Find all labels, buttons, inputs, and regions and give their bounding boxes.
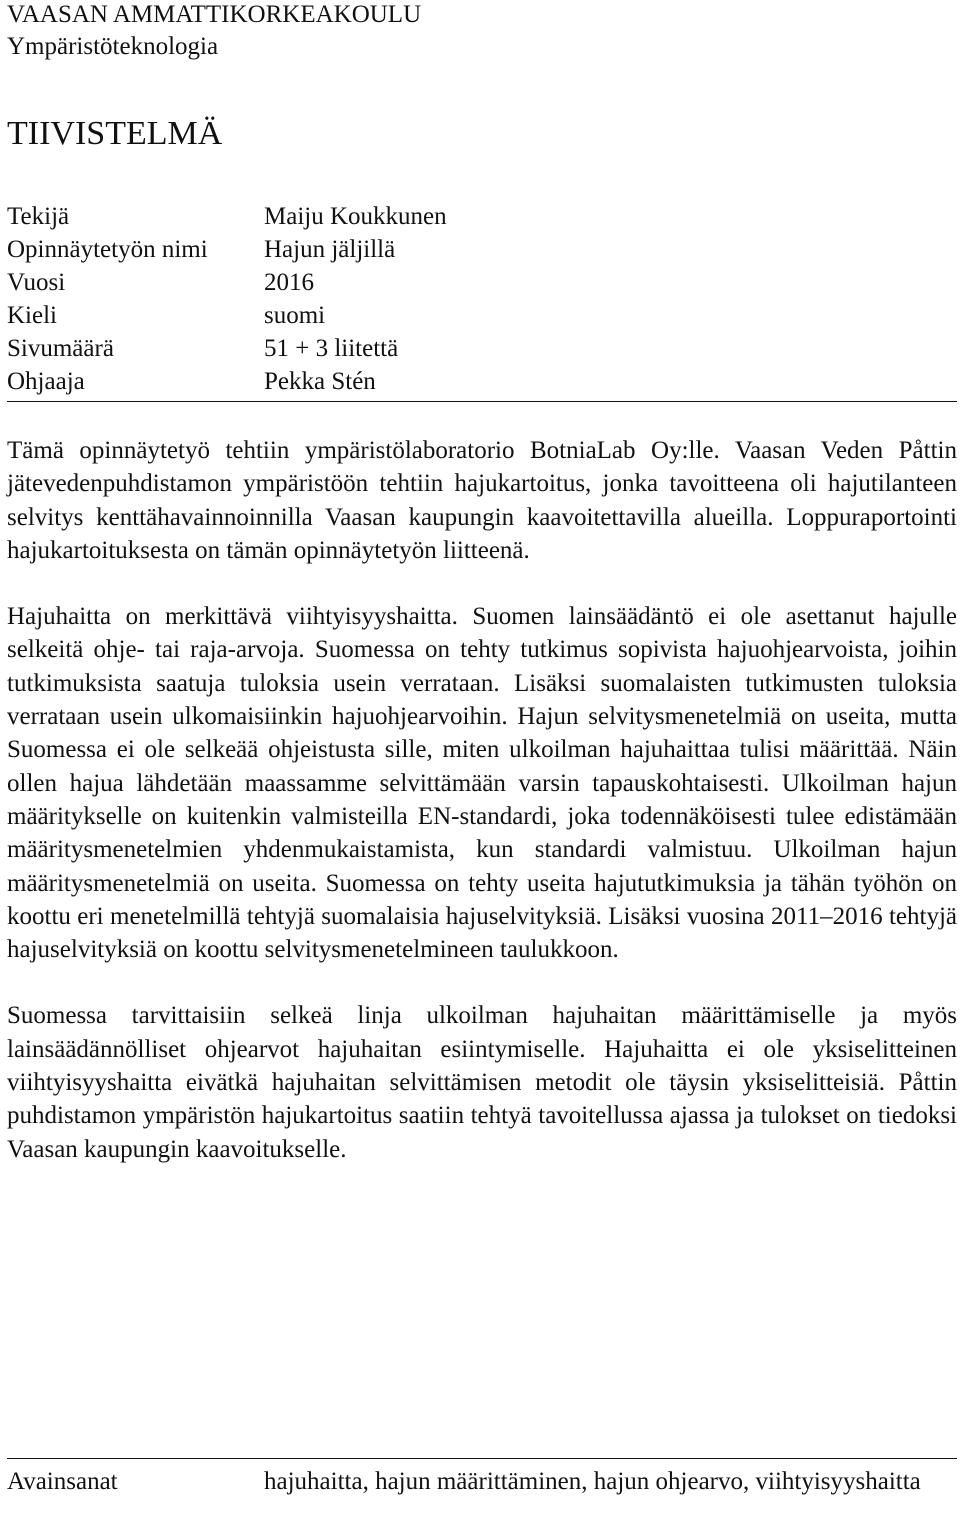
metadata-row-language [7,299,957,332]
abstract-paragraph: Hajuhaitta on merkittävä viihtyisyyshaitta. Suomen lainsäädäntö ei ole asettanut hajulle selkeitä ohje- tai raja-arvoja. Suomessa on tehty tutkimus sopivista hajuohjearvoista, joihin tutkimuksista saatuja tuloksia usein verrataan. Lisäksi suomalaisten tutkimusten tuloksia verrataan usein ulkomaisiinkin hajuohjearvoihin. Hajun selvitysmenetelmiä on useita, mutta Suomessa ei ole selkeää ohjeistusta sille, miten ulkoilman hajuhaittaa tulisi määrittää. Näin ollen hajua lähdetään maassamme selvittämään varsin tapauskohtaisesti. Ulkoilman hajun määritykselle on kuitenkin valmisteilla EN-standardi, joka todennäköisesti tulee edistämään määritysmenetelmien yhdenmukaistamista, kun standardi valmistuu. Ulkoilman hajun määritysmenetelmiä on useita. Suomessa on tehty useita hajututkimuksia ja tähän työhön on koottu eri menetelmillä tehtyjä suomalaisia hajuselvityksiä. Lisäksi vuosina 2011–2016 tehtyjä hajuselvityksiä on koottu selvitysmenetelmineen taulukkoon. [7,603,957,964]
abstract-body [7,434,957,1166]
metadata-label: Vuosi [7,269,66,296]
metadata-row-page-count [7,332,957,365]
department-name: Ympäristöteknologia [7,33,219,60]
metadata-label: Sivumäärä [7,335,114,362]
keywords-label: Avainsanat [7,1468,118,1495]
abstract-paragraph: Tämä opinnäytetyö tehtiin ympäristölaboratorio BotniaLab Oy:lle. Vaasan Veden Påttin jätevedenpuhdistamon ympäristöön tehtiin hajukartoitus, jonka tavoitteena oli hajutilanteen selvitys kenttähavainnoinnilla Vaasan kaupungin kaavoitettavilla alueilla. Loppuraportointi hajukartoituksesta on tämän opinnäytetyön liitteenä. [7,437,957,564]
metadata-label: Opinnäytetyön nimi [7,236,208,263]
metadata-label: Tekijä [7,203,70,230]
metadata-value: Pekka Stén [264,368,376,395]
metadata-value: 51 + 3 liitettä [264,335,399,362]
metadata-value: Maiju Koukkunen [264,203,447,230]
institution-name: VAASAN AMMATTIKORKEAKOULU [7,1,422,28]
metadata-value: 2016 [264,269,314,296]
abstract-paragraph: Suomessa tarvittaisiin selkeä linja ulkoilman hajuhaitan määrittämiselle ja myös lainsäädännölliset ohjearvot hajuhaitan esiintymiselle. Hajuhaitta ei ole yksiselitteinen viihtyisyyshaitta eivätkä hajuhaitan selvittämisen metodit ole täysin yksiselitteisiä. Påttin puhdistamon ympäristön hajukartoitus saatiin tehtyä tavoitellussa ajassa ja tulokset on tiedoksi Vaasan kaupungin kaavoitukselle. [7,1002,957,1163]
metadata-value: suomi [264,302,326,329]
document-title: TIIVISTELMÄ [7,115,223,152]
metadata-label: Ohjaaja [7,368,85,395]
metadata-table [7,200,957,402]
keywords-section [7,1458,957,1498]
metadata-row-thesis-title [7,233,957,266]
metadata-label: Kieli [7,302,57,329]
metadata-row-author [7,200,957,233]
metadata-row-year [7,266,957,299]
keywords-value: hajuhaitta, hajun määrittäminen, hajun ohjearvo, viihtyisyyshaitta [264,1468,921,1495]
metadata-value: Hajun jäljillä [264,236,396,263]
metadata-row-supervisor [7,365,957,398]
